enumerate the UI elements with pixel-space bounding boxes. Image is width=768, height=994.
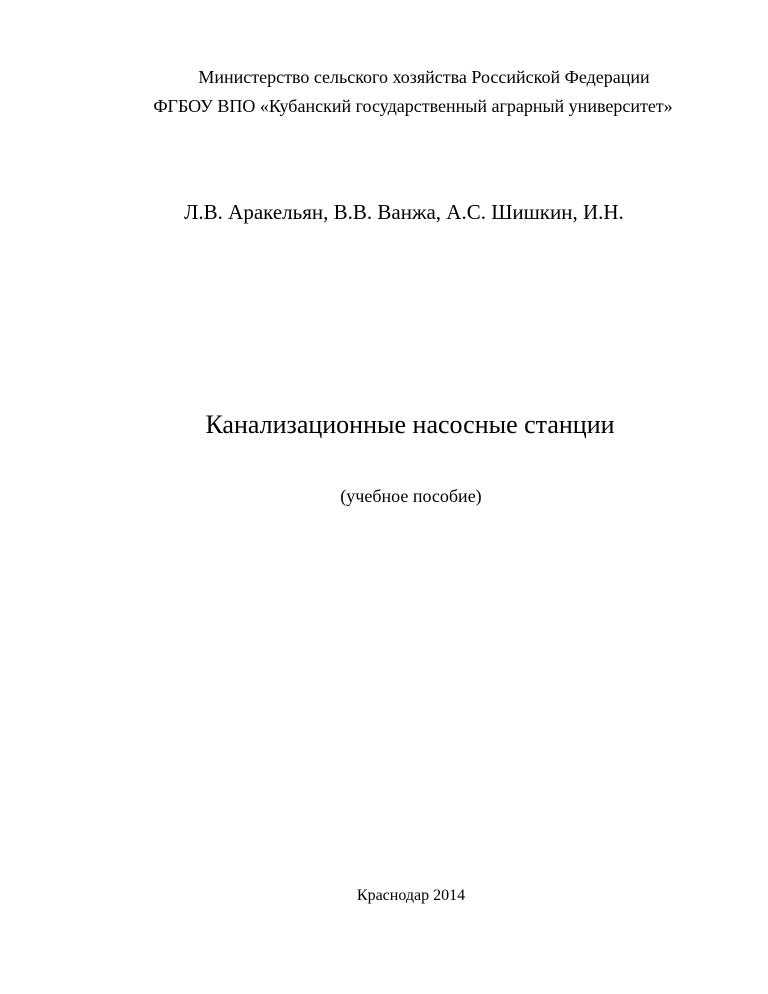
document-title: Канализационные насосные станции bbox=[205, 410, 615, 439]
city-year-footer: Краснодар 2014 bbox=[356, 887, 466, 904]
authors-line: Л.В. Аракельян, В.В. Ванжа, А.С. Шишкин, И.Н. bbox=[184, 200, 624, 224]
ministry-heading: Министерство сельского хозяйства Российской Федерации bbox=[198, 67, 650, 87]
document-subtitle: (учебное пособие) bbox=[340, 486, 482, 506]
university-heading: ФГБОУ ВПО «Кубанский государственный аграрный университет» bbox=[153, 96, 673, 116]
